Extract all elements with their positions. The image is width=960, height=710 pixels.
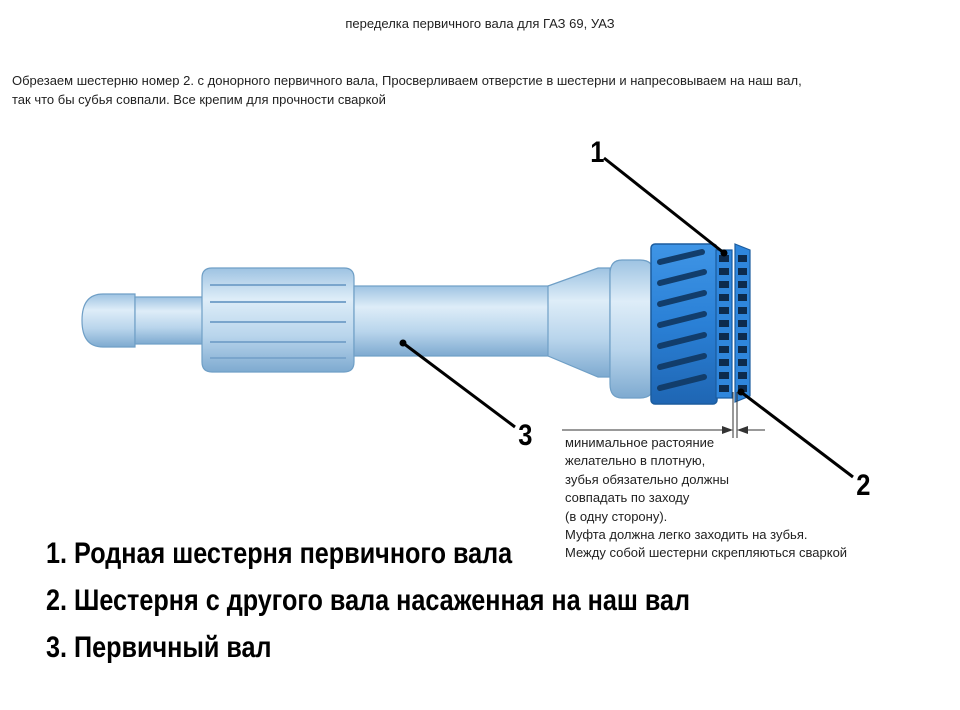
note-line: минимальное растояние — [565, 435, 715, 450]
legend-item-3: 3. Первичный вал — [46, 631, 272, 664]
shaft-neck — [135, 297, 205, 344]
note-line: совпадать по заходу — [565, 490, 690, 506]
intro-line-1: Обрезаем шестерню номер 2. с донорного первичного вала, Просверливаем отверстие в шестерни и напресовываем на наш вал, — [12, 73, 802, 88]
legend-item-1: 1. Родная шестерня первичного вала — [46, 537, 513, 570]
shaft-pilot-tip — [82, 294, 135, 347]
shaft-splines — [202, 268, 354, 372]
note-line: Муфта должна легко заходить на зубья. — [565, 527, 808, 543]
page-title: переделка первичного вала для ГАЗ 69, УАЗ — [345, 16, 615, 31]
primary-shaft — [82, 260, 654, 398]
callout-1: 1 — [590, 136, 605, 169]
callout-2: 2 — [856, 469, 871, 502]
legend — [46, 530, 813, 671]
intro-line-2: так что бы субья совпали. Все крепим для прочности сваркой — [12, 92, 386, 107]
note-line: зубья обязательно должны — [565, 471, 729, 487]
legend-item-2: 2. Шестерня с другого вала насаженная на наш вал — [46, 584, 691, 617]
shaft-taper — [548, 268, 610, 377]
note-line: (в одну сторону). — [565, 508, 668, 524]
native-gear — [651, 244, 732, 404]
note-line: желательно в плотную, — [565, 453, 706, 469]
leader-line-1 — [604, 158, 724, 253]
shaft-body — [354, 286, 554, 356]
note-line: Между собой шестерни скрепляються сваркой — [565, 545, 848, 561]
callout-3: 3 — [518, 419, 533, 452]
shaft-collar — [610, 260, 654, 398]
donor-gear — [735, 244, 750, 402]
